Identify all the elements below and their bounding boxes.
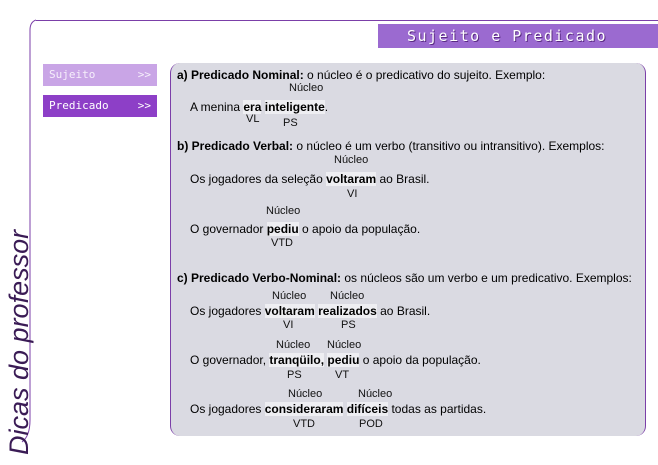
sentence-text: A menina (190, 100, 244, 114)
function-label: VTD (293, 418, 315, 430)
section-c-line (177, 271, 632, 285)
content-panel (170, 63, 646, 436)
nucleo-label: Núcleo (272, 290, 307, 302)
sentence-text: ao Brasil. (376, 304, 431, 318)
function-label: VI (347, 188, 358, 200)
function-label: POD (359, 418, 383, 430)
nucleo-label: Núcleo (327, 339, 362, 351)
sentence-text: O governador, (190, 353, 270, 367)
nucleo-label: Núcleo (276, 339, 311, 351)
sentence-text: todas as partidas. (388, 402, 487, 416)
page-title: Sujeito e Predicado (378, 24, 636, 48)
sentence-text: Os jogadores da seleção (190, 172, 327, 186)
sentence-text: . (324, 100, 329, 114)
example-sentence (190, 100, 328, 114)
verb-word: voltaram (326, 172, 377, 186)
section-text: o núcleo é o predicativo do sujeito. Exemplo: (303, 68, 546, 82)
section-text: o núcleo é um verbo (transitivo ou intransitivo). Exemplos: (293, 139, 605, 153)
sentence-text: Os jogadores (190, 304, 265, 318)
nucleo-label: Núcleo (289, 82, 324, 94)
function-label: VL (246, 113, 260, 125)
nucleo-label: Núcleo (358, 388, 393, 400)
side-label: Dicas do professor (4, 229, 34, 455)
function-label: PS (283, 117, 298, 129)
verb-word: era (243, 100, 262, 114)
nucleo-label: Núcleo (288, 388, 323, 400)
predicative-word: realizados (318, 304, 377, 318)
verb-word: voltaram (264, 304, 315, 318)
predicative-word: tranqüilo, (269, 353, 325, 367)
chevron-right-icon: >> (137, 99, 151, 112)
example-sentence (190, 402, 486, 416)
menu-item-label: Sujeito (49, 68, 96, 81)
sentence-text: Os jogadores (190, 402, 265, 416)
menu-item-sujeito[interactable] (43, 64, 157, 86)
function-label: VTD (271, 237, 293, 249)
function-label: VI (283, 319, 294, 331)
section-heading: a) Predicado Nominal: (177, 68, 304, 82)
section-b-line (177, 139, 605, 153)
menu-item-label: Predicado (49, 99, 109, 112)
predicative-word: difíceis (346, 402, 389, 416)
function-label: VT (335, 369, 350, 381)
nucleo-label: Núcleo (266, 205, 301, 217)
chevron-right-icon: >> (137, 68, 151, 81)
sentence-text: ao Brasil. (376, 172, 430, 186)
top-frame-line (36, 20, 658, 21)
verb-word: consideraram (264, 402, 344, 416)
sentence-text: o apoio da população. (359, 353, 481, 367)
section-heading: c) Predicado Verbo-Nominal: (177, 271, 342, 285)
header-banner-tail (636, 24, 658, 48)
predicative-word: inteligente (264, 100, 325, 114)
example-sentence (190, 304, 430, 318)
example-sentence (190, 353, 481, 367)
nucleo-label: Núcleo (334, 154, 369, 166)
section-a-line (177, 68, 545, 82)
section-text: os núcleos são um verbo e um predicativo. Exemplos: (341, 271, 632, 285)
sentence-text: O governador (190, 222, 267, 236)
function-label: PS (341, 319, 356, 331)
verb-word: pediu (266, 222, 299, 236)
example-sentence (190, 222, 420, 236)
verb-word: pediu (327, 353, 360, 367)
example-sentence (190, 172, 429, 186)
nucleo-label: Núcleo (330, 290, 365, 302)
function-label: PS (287, 369, 302, 381)
menu-item-predicado[interactable] (43, 95, 157, 117)
section-heading: b) Predicado Verbal: (177, 139, 294, 153)
sentence-text: o apoio da população. (298, 222, 421, 236)
